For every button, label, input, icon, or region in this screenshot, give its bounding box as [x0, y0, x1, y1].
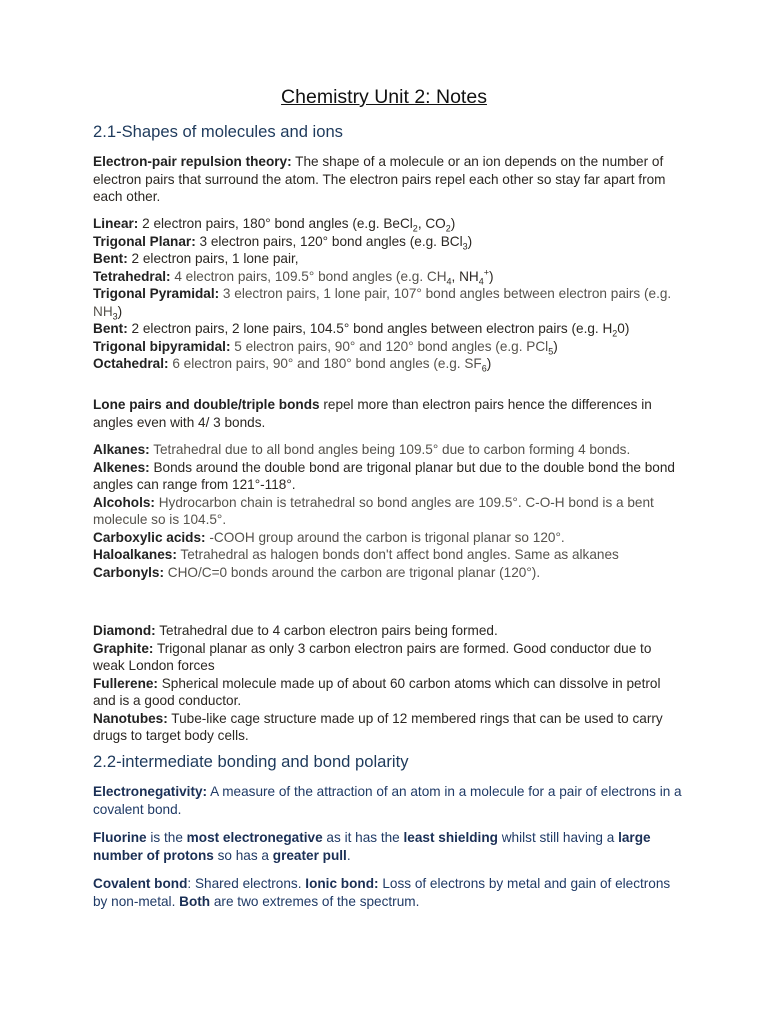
shape-bent-1: Bent: 2 electron pairs, 1 lone pair,	[93, 251, 299, 266]
organic-shapes-list	[93, 441, 683, 581]
shape-linear: Linear: 2 electron pairs, 180° bond angles (e.g. BeCl$_2$, $CO_2$)	[93, 216, 456, 234]
shape-trigonal-bipyramidal: Trigonal bipyramidal: 5 electron pairs, 90° and 120° bond angles (e.g. PCl$_5$)	[93, 338, 558, 357]
definition: The shape of a molecule or an ion depends on the number of electron pairs that surround the atom. The electron pairs repel each other so stay far apart from each other.	[93, 154, 666, 204]
carbon-nanotubes: Nanotubes: Tube-like cage structure made up of 12 membered rings that can be used to carry drugs to target body cells.	[93, 710, 663, 743]
organic-alcohols: Alcohols: Hydrocarbon chain is tetrahedral so bond angles are 109.5°. C-O-H bond is a bent molecule so is 104.5°.	[93, 494, 654, 527]
carbon-structures-list	[93, 622, 683, 745]
carbon-fullerene: Fullerene: Spherical molecule made up of about 60 carbon atoms which can dissolve in petrol and is a good conductor.	[93, 675, 661, 708]
paragraph-fluorine: Fluorine is the most electronegative as it has the least shielding whilst still having a large number of protons so has a greater pull.	[93, 830, 651, 863]
paragraph-repulsion-theory	[93, 153, 683, 206]
shape-bent-2: Bent: 2 electron pairs, 2 lone pairs, 104.5° bond angles between electron pairs (e.g. $H_20$)	[93, 321, 630, 339]
paragraph-bond-types: Covalent bond: Shared electrons. Ionic bond: Loss of electrons by metal and gain of electrons by non-metal. Both are two extremes of the spectrum.	[93, 876, 671, 909]
shape-octahedral: Octahedral: 6 electron pairs, 90° and 180° bond angles (e.g. $SF_6$)	[93, 356, 492, 374]
organic-carboxylic-acids: Carboxylic acids: -COOH group around the carbon is trigonal planar so 120°.	[93, 529, 565, 545]
page-title: Chemistry Unit 2: Notes	[281, 86, 487, 108]
section-heading-shapes: 2.1-Shapes of molecules and ions	[93, 122, 343, 141]
shape-trigonal-pyramidal: Trigonal Pyramidal: 3 electron pairs, 1 lone pair, 107° bond angles between electron pairs (e.g. $NH_3$)	[93, 286, 672, 322]
carbon-diamond: Diamond: Tetrahedral due to 4 carbon electron pairs being formed.	[93, 623, 498, 638]
shape-trigonal-planar: Trigonal Planar: 3 electron pairs, 120° bond angles (e.g. BCl$_3$)	[93, 233, 473, 252]
paragraph-electronegativity: Electronegativity: A measure of the attraction of an atom in a molecule for a pair of electrons in a covalent bond.	[93, 784, 682, 817]
section-heading-bonding: 2.2-intermediate bonding and bond polarity	[93, 752, 409, 771]
paragraph-lone-pairs: Lone pairs and double/triple bonds repel more than electron pairs hence the differences in angles even with 4/ 3 bonds.	[93, 397, 652, 430]
organic-haloalkanes: Haloalkanes: Tetrahedral as halogen bonds don't affect bond angles. Same as alkanes	[93, 547, 619, 562]
carbon-graphite: Graphite: Trigonal planar as only 3 carbon electron pairs are formed. Good conductor due to weak London forces	[93, 640, 652, 673]
organic-carbonyls: Carbonyls: CHO/C=0 bonds around the carbon are trigonal planar (120°).	[93, 564, 541, 580]
shapes-list	[93, 215, 683, 373]
organic-alkenes: Alkenes: Bonds around the double bond are trigonal planar but due to the double bond the bond angles can range from 121°-118°.	[93, 459, 675, 492]
term: Electron-pair repulsion theory:	[93, 154, 292, 169]
organic-alkanes: Alkanes: Tetrahedral due to all bond angles being 109.5° due to carbon forming 4 bonds.	[93, 442, 631, 457]
shape-tetrahedral: Tetrahedral: 4 electron pairs, 109.5° bond angles (e.g. $CH_4$, $NH_4^+$)	[93, 266, 494, 287]
